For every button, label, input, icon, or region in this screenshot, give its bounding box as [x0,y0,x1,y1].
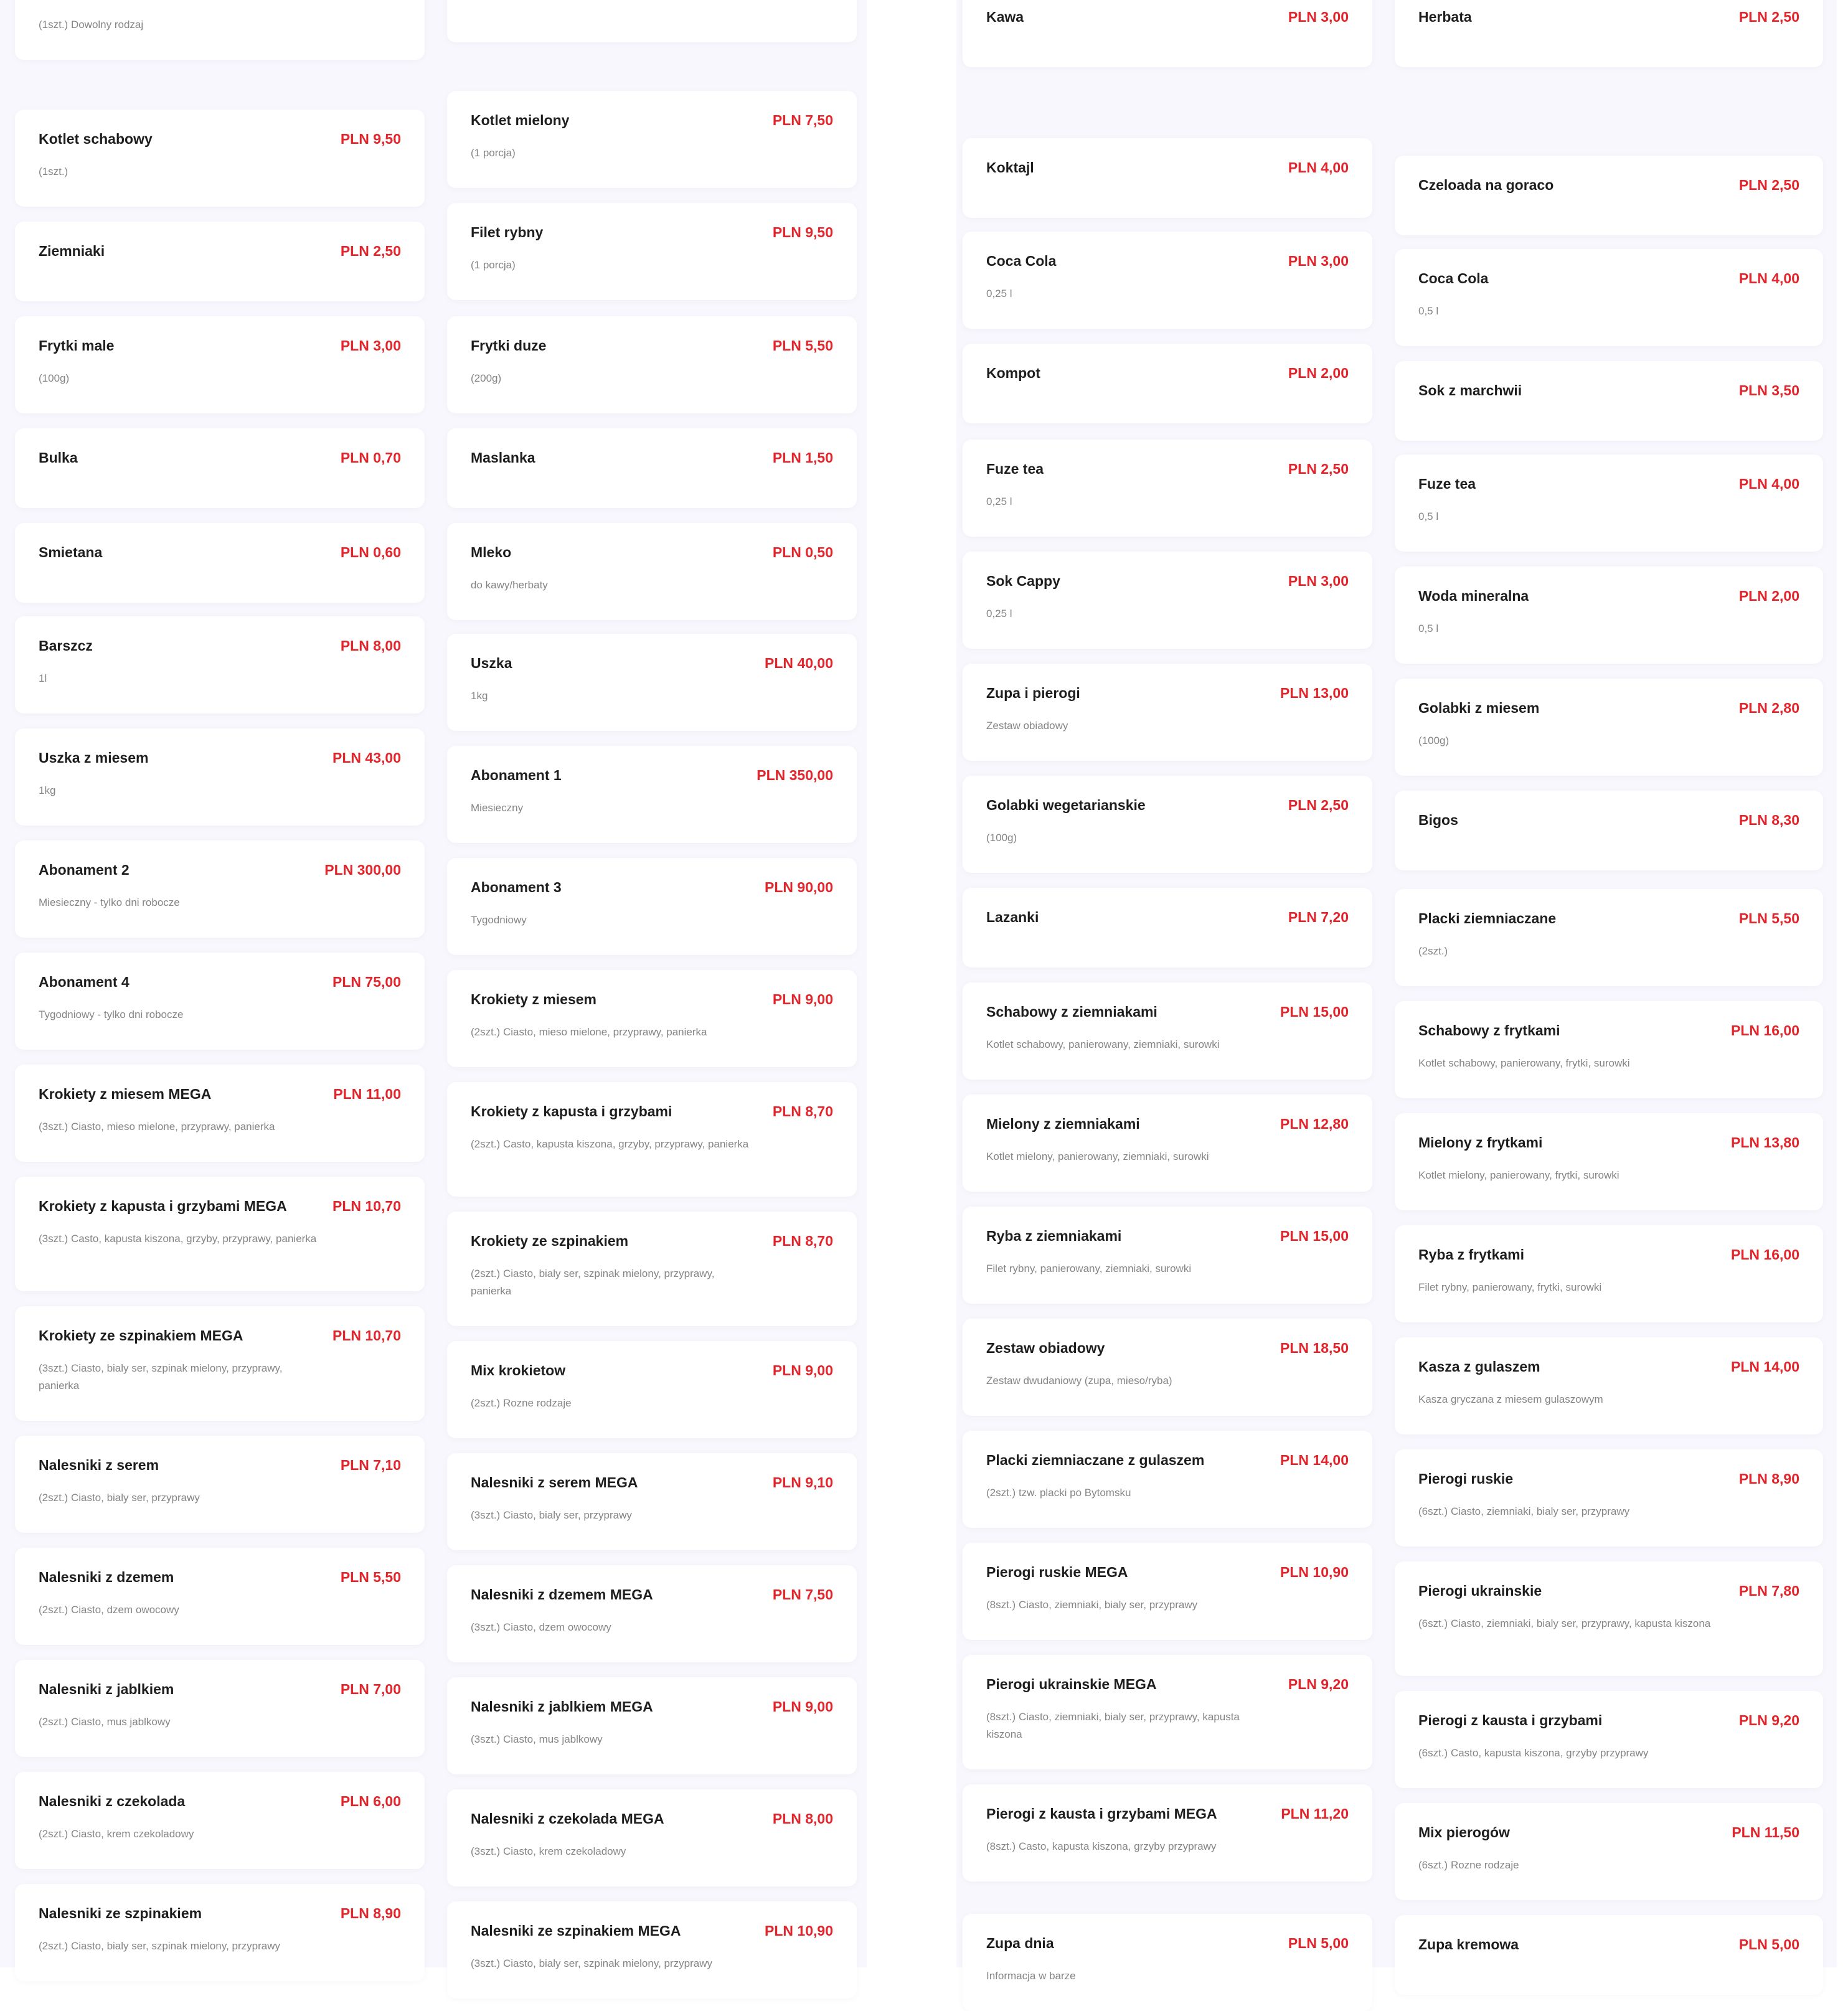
menu-item-name: Schabowy z frytkami [1418,1022,1560,1038]
menu-item-card[interactable] [15,0,425,60]
menu-item-name: Mielony z ziemniakami [986,1116,1140,1132]
menu-item-price: PLN 0,70 [340,450,401,466]
menu-item-card[interactable] [963,552,1372,649]
menu-item-card[interactable] [963,440,1372,537]
menu-item-description: (3szt.) Ciasto, krem czekoladowy [471,1845,626,1857]
menu-item-price: PLN 1,50 [772,450,833,466]
menu-item-card[interactable] [1395,249,1823,346]
menu-item-name: Fuze tea [1418,476,1476,492]
menu-item-description: 0,5 l [1418,305,1439,317]
menu-item-price: PLN 13,80 [1731,1134,1799,1151]
menu-item-description: Filet rybny, panierowany, frytki, surowki [1418,1281,1602,1293]
menu-item-card[interactable] [447,91,857,188]
menu-item-name: Golabki wegetarianskie [986,797,1146,813]
menu-item-description: 0,5 l [1418,623,1439,634]
menu-item-price: PLN 14,00 [1280,1452,1349,1468]
menu-item-card[interactable] [1395,1561,1823,1676]
menu-item-name: Placki ziemniaczane [1418,910,1557,926]
menu-item-description: Filet rybny, panierowany, ziemniaki, surowki [986,1263,1192,1274]
menu-item-name: Zupa dnia [986,1935,1054,1951]
menu-item-name: Woda mineralna [1418,588,1529,604]
menu-item-price: PLN 8,00 [340,638,401,654]
menu-item-name: Krokiety z kapusta i grzybami [471,1103,672,1119]
menu-item-name: Abonament 1 [471,767,562,783]
menu-item-description: (3szt.) Ciasto, mus jablkowy [471,1733,603,1745]
menu-item-price: PLN 7,50 [772,1586,833,1603]
menu-item-price: PLN 9,00 [772,1362,833,1378]
menu-item-name: Nalesniki ze szpinakiem [39,1905,202,1921]
menu-item-price: PLN 9,00 [772,991,833,1007]
menu-item-price: PLN 8,30 [1738,812,1799,828]
menu-item-card[interactable] [963,982,1372,1080]
menu-item-description: (3szt.) Ciasto, mieso mielone, przyprawy, panierka [39,1121,275,1133]
menu-item-name [39,0,87,1]
menu-item-card[interactable] [447,1677,857,1774]
menu-item-description: Miesieczny - tylko dni robocze [39,897,180,908]
menu-item-description: Kasza gryczana z miesem gulaszowym [1418,1393,1603,1405]
menu-item-card[interactable] [15,1772,425,1869]
menu-item-price: PLN 13,00 [1280,685,1349,701]
menu-item-description: (2szt.) [1418,945,1448,957]
menu-item-card[interactable] [447,523,857,620]
menu-item-name: Nalesniki z dzemem MEGA [471,1586,653,1603]
menu-item-description: (2szt.) Ciasto, mieso mielone, przyprawy, panierka [471,1026,707,1038]
menu-item-description: (1 porcja) [471,259,516,271]
menu-item-card[interactable] [447,0,857,42]
menu-item-price: PLN 8,00 [772,1811,833,1827]
menu-item-price: PLN 43,00 [332,750,401,766]
menu-item-card[interactable] [447,1341,857,1438]
menu-panel-right [956,0,1837,1982]
menu-item-description: Tygodniowy [471,914,527,926]
menu-item-card[interactable] [1395,1001,1823,1098]
menu-item-price: PLN 9,20 [1738,1712,1799,1728]
menu-item-card[interactable] [963,888,1372,968]
menu-item-description: (8szt.) Casto, kapusta kiszona, grzyby przyprawy [986,1840,1217,1852]
menu-item-name: Zestaw obiadowy [986,1340,1105,1356]
menu-item-name: Kotlet schabowy [39,131,153,147]
menu-item-description: Kotlet mielony, panierowany, frytki, surowki [1418,1169,1619,1181]
menu-item-price: PLN 0,50 [772,544,833,560]
menu-item-price: PLN 9,50 [772,224,833,240]
menu-item-description: (1szt.) Dowolny rodzaj [39,19,144,31]
menu-item-name: Czeloada na goraco [1418,177,1554,193]
menu-item-card[interactable] [963,138,1372,218]
menu-item-price: PLN 2,50 [1738,177,1799,193]
menu-item-description: (2szt.) Ciasto, bialy ser, szpinak mielony, przyprawy, panierka [471,1268,715,1297]
menu-item-name: Ryba z frytkami [1418,1246,1525,1263]
menu-item-price: PLN 7,80 [1738,1583,1799,1599]
menu-item-price: PLN 10,70 [332,1327,401,1344]
menu-item-price: PLN 11,20 [1281,1806,1349,1822]
menu-item-name: Pierogi ruskie MEGA [986,1564,1128,1580]
menu-item-card[interactable] [1395,156,1823,235]
menu-item-name: Ryba z ziemniakami [986,1228,1122,1244]
menu-item-price: PLN 10,90 [1280,1564,1349,1580]
menu-item-price: PLN 16,00 [1731,1022,1799,1038]
menu-item-price: PLN 2,00 [1738,588,1799,604]
menu-item-card[interactable] [15,841,425,938]
menu-item-name: Kompot [986,365,1040,381]
menu-item-price: PLN 5,50 [1738,910,1799,926]
menu-item-description: (200g) [471,372,502,384]
menu-item-description: Kotlet schabowy, panierowany, frytki, surowki [1418,1057,1630,1069]
menu-item-description: (2szt.) Ciasto, dzem owocowy [39,1604,179,1616]
menu-item-card[interactable] [1395,1449,1823,1547]
menu-item-name: Pierogi z kausta i grzybami MEGA [986,1806,1217,1822]
menu-item-card[interactable] [963,232,1372,329]
menu-item-card[interactable] [447,428,857,508]
menu-item-price: PLN 7,20 [1288,909,1349,925]
menu-item-card[interactable] [963,1207,1372,1304]
menu-item-name: Zupa kremowa [1418,1936,1519,1952]
menu-item-price: PLN 14,00 [1731,1359,1799,1375]
menu-item-card[interactable] [1395,361,1823,441]
menu-item-description: Kotlet mielony, panierowany, ziemniaki, surowki [986,1151,1209,1162]
menu-item-price: PLN 3,00 [340,337,401,354]
menu-item-description: (3szt.) Ciasto, bialy ser, przyprawy [471,1509,632,1521]
menu-item-name: Krokiety ze szpinakiem [471,1233,629,1249]
menu-item-card[interactable] [15,222,425,301]
menu-item-description: (8szt.) Ciasto, ziemniaki, bialy ser, przyprawy, kapusta kiszona [986,1711,1240,1740]
menu-item-name: Abonament 4 [39,974,130,990]
menu-item-name: Sok Cappy [986,573,1060,589]
menu-item-description: (2szt.) Rozne rodzaje [471,1397,572,1409]
menu-item-name: Coca Cola [1418,270,1489,286]
menu-item-card[interactable] [447,1901,857,1999]
menu-item-price: PLN 9,20 [1288,1676,1349,1692]
menu-item-price: PLN 2,50 [1288,797,1349,813]
menu-item-name: Nalesniki z czekolada [39,1793,186,1809]
menu-item-description: Zestaw obiadowy [986,720,1068,732]
menu-item-card[interactable] [1395,454,1823,552]
menu-item-name: Nalesniki z dzemem [39,1569,174,1585]
menu-item-name: Krokiety ze szpinakiem MEGA [39,1327,243,1344]
menu-item-price [341,0,401,1]
menu-item-description: (2szt.) Ciasto, bialy ser, przyprawy [39,1492,200,1504]
menu-item-price: PLN 4,00 [1738,270,1799,286]
menu-item-card[interactable] [15,1177,425,1291]
menu-item-name: Nalesniki z czekolada MEGA [471,1811,664,1827]
menu-item-price: PLN 2,00 [1288,365,1349,381]
menu-item-name: Zupa i pierogi [986,685,1080,701]
menu-item-price: PLN 10,70 [332,1198,401,1214]
menu-item-card[interactable] [1395,567,1823,664]
menu-item-card[interactable] [447,1082,857,1197]
menu-item-description: (6szt.) Casto, kapusta kiszona, grzyby przyprawy [1418,1747,1649,1759]
menu-item-card[interactable] [15,110,425,207]
menu-item-card[interactable] [963,1655,1372,1769]
menu-item-card[interactable] [1395,1225,1823,1322]
menu-item-card[interactable] [447,858,857,955]
menu-item-price: PLN 5,00 [1288,1935,1349,1951]
menu-item-name: Kasza z gulaszem [1418,1359,1540,1375]
menu-item-card[interactable] [447,1453,857,1550]
menu-item-name: Smietana [39,544,103,560]
menu-item-name: Nalesniki z jablkiem MEGA [471,1698,653,1715]
menu-item-card[interactable] [15,1548,425,1645]
menu-item-price [773,0,833,1]
menu-item-card[interactable] [15,1306,425,1421]
menu-item-description: 0,5 l [1418,511,1439,522]
menu-item-card[interactable] [963,1095,1372,1192]
menu-item-description: (1szt.) [39,166,68,177]
menu-item-price: PLN 3,00 [1288,573,1349,589]
menu-item-price: PLN 7,50 [772,112,833,128]
menu-panel-left [0,0,867,1967]
menu-item-description: Zestaw dwudaniowy (zupa, mieso/ryba) [986,1375,1172,1387]
menu-item-price: PLN 11,00 [333,1086,401,1102]
menu-item-name: Lazanki [986,909,1039,925]
menu-item-name: Uszka [471,655,512,671]
menu-item-name: Mix krokietow [471,1362,566,1378]
menu-item-card[interactable] [447,1565,857,1662]
menu-item-description: 0,25 l [986,608,1012,619]
menu-item-price: PLN 6,00 [340,1793,401,1809]
menu-item-name: Schabowy z ziemniakami [986,1004,1157,1020]
menu-item-name: Abonament 2 [39,862,130,878]
menu-item-price: PLN 18,50 [1280,1340,1349,1356]
menu-item-price: PLN 90,00 [765,879,833,895]
menu-item-card[interactable] [963,776,1372,873]
menu-item-card[interactable] [15,1660,425,1757]
menu-item-card[interactable] [963,1431,1372,1528]
menu-item-name: Maslanka [471,450,535,466]
menu-item-price: PLN 12,80 [1280,1116,1349,1132]
menu-item-price: PLN 15,00 [1280,1004,1349,1020]
menu-item-price: PLN 7,10 [340,1457,401,1473]
menu-item-card[interactable] [15,1436,425,1533]
menu-item-card[interactable] [447,1789,857,1886]
menu-item-description: (8szt.) Ciasto, ziemniaki, bialy ser, przyprawy [986,1599,1198,1611]
menu-item-description: Kotlet schabowy, panierowany, ziemniaki, surowki [986,1038,1220,1050]
menu-item-name: Ziemniaki [39,243,105,259]
menu-item-description: 1kg [471,690,488,702]
menu-item-name: Koktajl [986,159,1034,176]
menu-item-description: (2szt.) Ciasto, krem czekoladowy [39,1828,194,1840]
menu-item-price: PLN 10,90 [765,1923,833,1939]
menu-item-price: PLN 5,00 [1738,1936,1799,1952]
menu-item-name: Kawa [986,9,1024,25]
menu-item-card[interactable] [1395,1113,1823,1210]
menu-item-card[interactable] [15,428,425,508]
menu-item-card[interactable] [447,634,857,731]
menu-item-description: Informacja w barze [986,1970,1076,1982]
menu-item-card[interactable] [963,1784,1372,1881]
menu-item-name: Pierogi ruskie [1418,1471,1514,1487]
menu-item-name: Nalesniki z jablkiem [39,1681,174,1697]
menu-item-card[interactable] [963,664,1372,761]
menu-item-name: Bigos [1418,812,1458,828]
menu-item-description: (2szt.) Ciasto, mus jablkowy [39,1716,171,1728]
menu-item-card[interactable] [1395,0,1823,67]
menu-item-description: do kawy/herbaty [471,579,548,591]
menu-item-card[interactable] [15,616,425,714]
menu-item-price: PLN 15,00 [1280,1228,1349,1244]
menu-item-name: Mix pierogów [1418,1824,1510,1840]
menu-item-name: Placki ziemniaczane z gulaszem [986,1452,1205,1468]
menu-item-name: Nalesniki ze szpinakiem MEGA [471,1923,681,1939]
menu-item-price: PLN 0,60 [340,544,401,560]
menu-item-price: PLN 3,00 [1288,9,1349,25]
menu-item-price: PLN 40,00 [765,655,833,671]
menu-item-name [471,0,526,1]
menu-item-description: 1l [39,672,47,684]
menu-item-name: Barszcz [39,638,93,654]
menu-item-description: (3szt.) Ciasto, dzem owocowy [471,1621,611,1633]
menu-item-card[interactable] [447,316,857,413]
menu-item-description: (2szt.) Ciasto, bialy ser, szpinak mielony, przyprawy [39,1940,280,1952]
menu-item-name: Golabki z miesem [1418,700,1540,716]
menu-item-name: Krokiety z miesem [471,991,596,1007]
menu-item-name: Nalesniki z serem MEGA [471,1474,638,1491]
menu-item-price: PLN 8,90 [1738,1471,1799,1487]
menu-item-name: Filet rybny [471,224,544,240]
menu-item-card[interactable] [15,523,425,603]
menu-item-price: PLN 11,50 [1732,1824,1799,1840]
menu-item-card[interactable] [1395,1803,1823,1900]
menu-item-card[interactable] [963,1319,1372,1416]
menu-item-description: (6szt.) Rozne rodzaje [1418,1859,1519,1871]
menu-item-price: PLN 8,90 [340,1905,401,1921]
menu-item-description: (2szt.) tzw. placki po Bytomsku [986,1487,1131,1499]
menu-item-name: Fuze tea [986,461,1044,477]
menu-item-price: PLN 3,00 [1288,253,1349,269]
menu-item-price: PLN 350,00 [757,767,833,783]
menu-item-description: (3szt.) Casto, kapusta kiszona, grzyby, przyprawy, panierka [39,1233,317,1245]
menu-item-description: 0,25 l [986,288,1012,299]
menu-item-card[interactable] [1395,791,1823,870]
menu-item-name: Frytki male [39,337,115,354]
menu-item-card[interactable] [1395,1691,1823,1788]
menu-item-name: Sok z marchwii [1418,382,1522,398]
menu-item-name: Nalesniki z serem [39,1457,159,1473]
menu-item-price: PLN 16,00 [1731,1246,1799,1263]
menu-item-name: Krokiety z kapusta i grzybami MEGA [39,1198,287,1214]
menu-item-description: (100g) [986,832,1017,844]
menu-item-name: Kotlet mielony [471,112,570,128]
menu-item-name: Pierogi z kausta i grzybami [1418,1712,1603,1728]
menu-item-description: (100g) [39,372,70,384]
menu-item-price: PLN 5,50 [340,1569,401,1585]
menu-item-name: Pierogi ukrainskie MEGA [986,1676,1157,1692]
menu-item-description: 1kg [39,784,56,796]
menu-item-card[interactable] [963,344,1372,423]
menu-item-price: PLN 4,00 [1738,476,1799,492]
menu-item-price: PLN 9,10 [772,1474,833,1491]
menu-item-description: (3szt.) Ciasto, bialy ser, szpinak mielony, przyprawy, panierka [39,1362,283,1392]
menu-item-card[interactable] [15,1884,425,1981]
menu-item-name: Mleko [471,544,512,560]
menu-item-name: Herbata [1418,9,1472,25]
menu-item-price: PLN 4,00 [1288,159,1349,176]
menu-item-price: PLN 300,00 [324,862,401,878]
menu-item-price: PLN 3,50 [1738,382,1799,398]
menu-item-card[interactable] [15,316,425,413]
menu-item-price: PLN 9,00 [772,1698,833,1715]
menu-item-name: Mielony z frytkami [1418,1134,1543,1151]
menu-item-price: PLN 75,00 [332,974,401,990]
menu-item-card[interactable] [1395,1337,1823,1434]
menu-item-card[interactable] [1395,679,1823,776]
menu-item-name: Bulka [39,450,78,466]
menu-item-card[interactable] [447,746,857,843]
menu-item-description: (6szt.) Ciasto, ziemniaki, bialy ser, przyprawy, kapusta kiszona [1418,1618,1711,1629]
menu-item-price: PLN 9,50 [340,131,401,147]
menu-item-card[interactable] [15,953,425,1050]
menu-item-name: Krokiety z miesem MEGA [39,1086,212,1102]
menu-item-description: (100g) [1418,735,1450,746]
menu-item-name: Coca Cola [986,253,1057,269]
menu-item-card[interactable] [1395,1915,1823,1995]
menu-item-card[interactable] [963,1543,1372,1640]
menu-item-name: Frytki duze [471,337,547,354]
menu-item-description: Miesieczny [471,802,524,814]
menu-item-price: PLN 5,50 [772,337,833,354]
menu-item-card[interactable] [15,1065,425,1162]
menu-item-price: PLN 7,00 [340,1681,401,1697]
menu-item-price: PLN 2,50 [340,243,401,259]
menu-item-name: Uszka z miesem [39,750,149,766]
menu-item-description: (2szt.) Casto, kapusta kiszona, grzyby, przyprawy, panierka [471,1138,749,1150]
menu-item-price: PLN 8,70 [772,1233,833,1249]
menu-item-card[interactable] [963,1914,1372,2011]
menu-item-price: PLN 2,50 [1288,461,1349,477]
menu-item-description: (1 porcja) [471,147,516,159]
menu-item-description: (6szt.) Ciasto, ziemniaki, bialy ser, przyprawy [1418,1505,1630,1517]
menu-item-description: 0,25 l [986,496,1012,507]
menu-item-price: PLN 2,50 [1738,9,1799,25]
menu-item-card[interactable] [15,728,425,826]
menu-item-description: (3szt.) Ciasto, bialy ser, szpinak mielony, przyprawy [471,1957,712,1969]
menu-item-price: PLN 2,80 [1738,700,1799,716]
menu-item-card[interactable] [1395,889,1823,986]
menu-item-price: PLN 8,70 [772,1103,833,1119]
menu-item-card[interactable] [447,970,857,1067]
menu-item-card[interactable] [447,1212,857,1326]
menu-item-card[interactable] [447,203,857,300]
menu-item-description: Tygodniowy - tylko dni robocze [39,1009,184,1020]
menu-item-name: Pierogi ukrainskie [1418,1583,1542,1599]
menu-item-card[interactable] [963,0,1372,67]
menu-item-name: Abonament 3 [471,879,562,895]
